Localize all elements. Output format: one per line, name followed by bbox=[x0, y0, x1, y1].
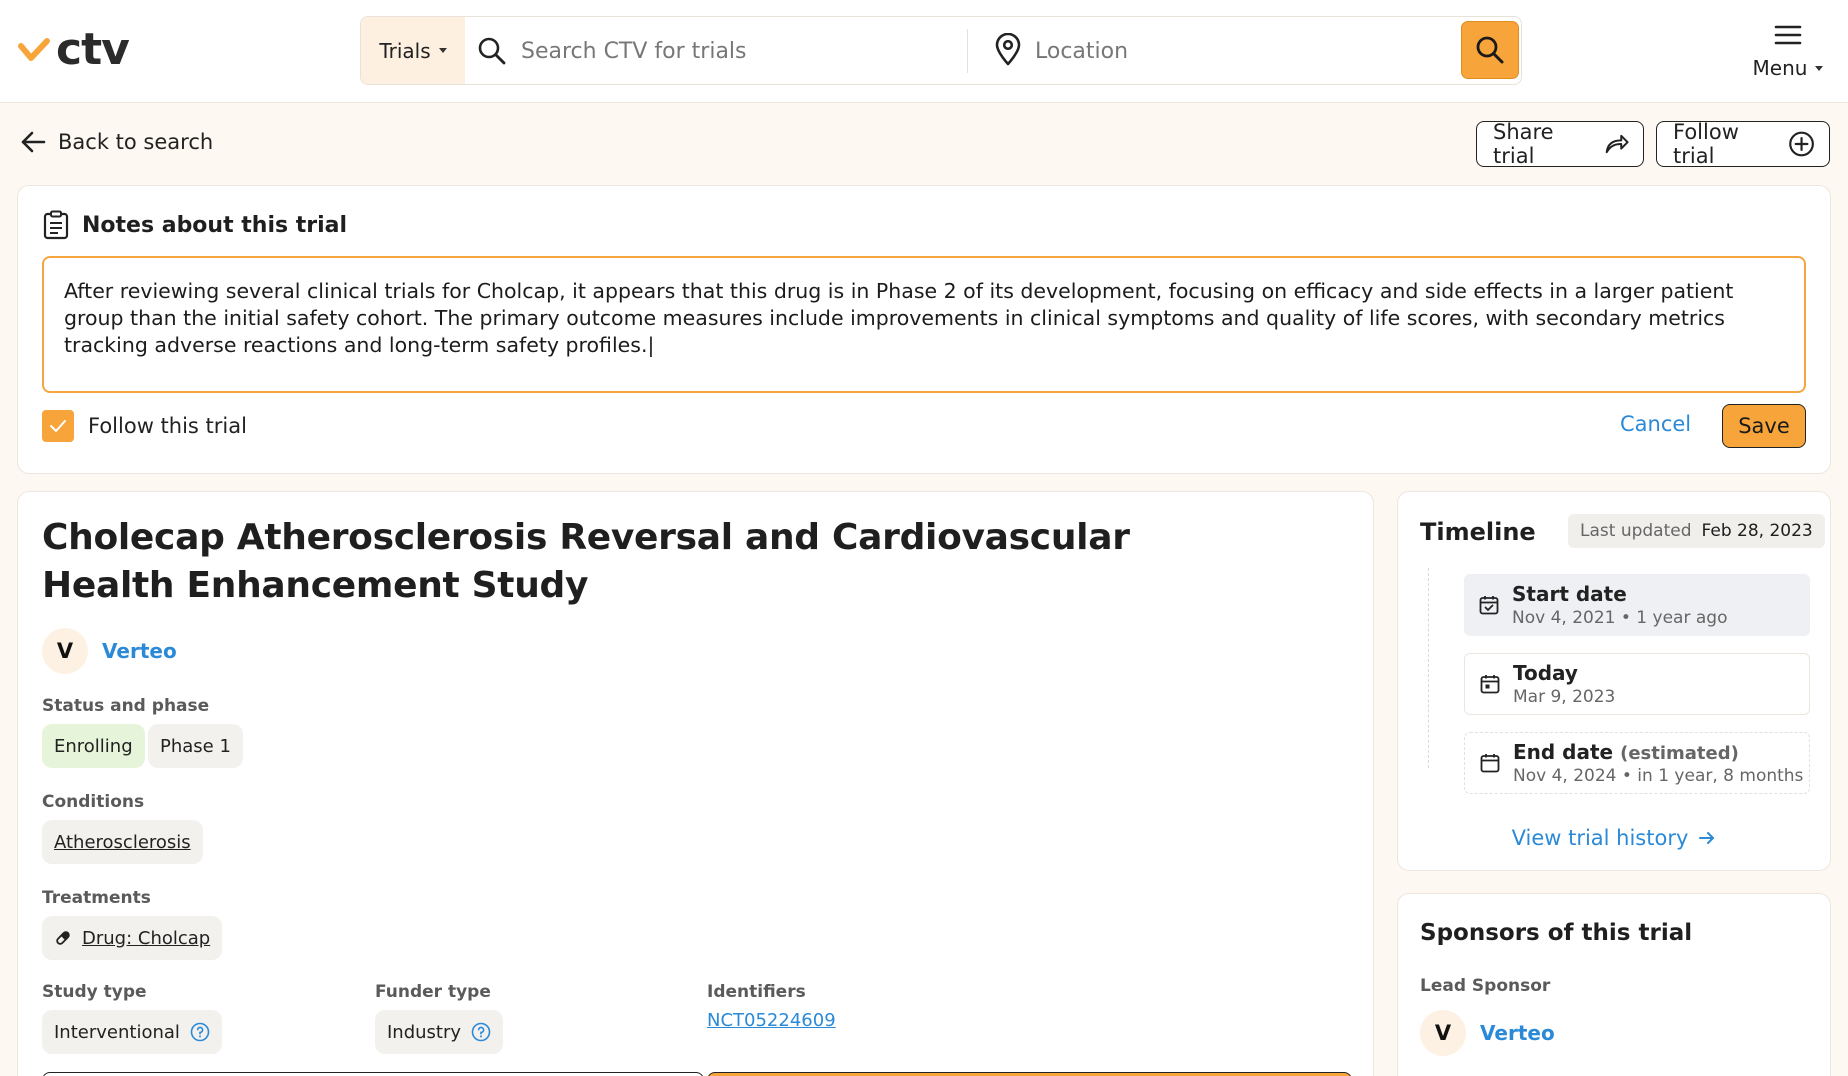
sponsor-link[interactable]: Verteo bbox=[1480, 1021, 1555, 1045]
location-pin-icon bbox=[993, 33, 1023, 67]
treatment-chip[interactable] bbox=[42, 916, 222, 960]
timeline-start bbox=[1464, 574, 1810, 636]
arrow-left-icon bbox=[20, 131, 46, 153]
help-circle-icon[interactable] bbox=[471, 1022, 491, 1042]
identifier-link[interactable]: NCT05224609 bbox=[707, 1010, 836, 1031]
last-updated-label: Last updated bbox=[1580, 521, 1692, 541]
today-value: Mar 9, 2023 bbox=[1513, 687, 1616, 707]
menu-label: Menu bbox=[1752, 56, 1808, 80]
sponsors-card bbox=[1397, 893, 1831, 1076]
timeline-line bbox=[1428, 568, 1429, 768]
identifiers-label: Identifiers bbox=[707, 982, 806, 1002]
last-updated-value: Feb 28, 2023 bbox=[1701, 521, 1813, 541]
follow-checkbox[interactable] bbox=[42, 410, 74, 442]
sponsors-title: Sponsors of this trial bbox=[1420, 920, 1693, 946]
treatment-link: Drug: Cholcap bbox=[82, 927, 211, 949]
org-link[interactable]: Verteo bbox=[102, 639, 177, 663]
share-trial-button[interactable] bbox=[1476, 121, 1644, 167]
share-label: Share trial bbox=[1493, 120, 1554, 168]
follow-label: Follow trial bbox=[1673, 120, 1739, 168]
timeline-end bbox=[1464, 732, 1810, 794]
search-bar bbox=[360, 16, 1522, 85]
calendar-check-icon bbox=[1478, 594, 1500, 616]
start-date-value: Nov 4, 2021 • 1 year ago bbox=[1512, 608, 1728, 628]
follow-checkbox-label: Follow this trial bbox=[88, 414, 247, 438]
start-date-label: Start date bbox=[1512, 582, 1627, 606]
pill-icon bbox=[54, 929, 72, 947]
view-history-label: View trial history bbox=[1511, 826, 1689, 850]
study-type-chip bbox=[42, 1010, 222, 1054]
trial-title: Cholecap Atherosclerosis Reversal and Cardiovascular Health Enhancement Study bbox=[42, 517, 1130, 606]
checkmark-icon bbox=[49, 418, 67, 434]
treatments-label: Treatments bbox=[42, 888, 151, 908]
plus-circle-icon bbox=[1788, 129, 1815, 159]
status-phase-label: Status and phase bbox=[42, 696, 210, 716]
timeline-card bbox=[1397, 491, 1831, 871]
view-history-link[interactable] bbox=[1398, 826, 1830, 850]
status-badge: Enrolling bbox=[42, 724, 145, 768]
phase-badge: Phase 1 bbox=[148, 724, 243, 768]
timeline-title: Timeline bbox=[1420, 518, 1536, 546]
calendar-today-icon bbox=[1479, 673, 1501, 695]
end-date-value: Nov 4, 2024 • in 1 year, 8 months bbox=[1513, 766, 1804, 786]
ctv-logo[interactable] bbox=[18, 24, 129, 75]
search-submit-button[interactable] bbox=[1461, 21, 1519, 79]
caret-down-icon bbox=[1815, 66, 1823, 71]
conditions-label: Conditions bbox=[42, 792, 145, 812]
hamburger-icon bbox=[1774, 24, 1802, 46]
search-type-label: Trials bbox=[379, 38, 431, 63]
search-input[interactable] bbox=[521, 31, 921, 71]
bottom-right-button[interactable] bbox=[707, 1072, 1352, 1076]
condition-link: Atherosclerosis bbox=[54, 831, 191, 853]
study-type-value: Interventional bbox=[54, 1021, 180, 1043]
save-button[interactable]: Save bbox=[1722, 404, 1806, 448]
sponsor-avatar: V bbox=[1420, 1010, 1466, 1056]
caret-down-icon bbox=[439, 48, 447, 53]
top-header bbox=[0, 0, 1848, 103]
menu-button[interactable] bbox=[1748, 24, 1828, 80]
search-icon bbox=[1475, 35, 1505, 65]
bottom-left-button[interactable] bbox=[42, 1072, 704, 1076]
last-updated-badge bbox=[1568, 514, 1825, 548]
funder-type-label: Funder type bbox=[375, 982, 491, 1002]
location-input[interactable] bbox=[1035, 31, 1375, 71]
help-circle-icon[interactable] bbox=[190, 1022, 210, 1042]
search-divider bbox=[967, 29, 968, 73]
follow-trial-button[interactable] bbox=[1656, 121, 1830, 167]
arrow-right-icon bbox=[1698, 830, 1716, 846]
notes-title: Notes about this trial bbox=[82, 212, 348, 238]
back-to-search-link[interactable] bbox=[20, 130, 213, 154]
back-label: Back to search bbox=[58, 130, 214, 154]
clipboard-icon bbox=[42, 210, 70, 240]
condition-chip[interactable] bbox=[42, 820, 203, 864]
funder-type-value: Industry bbox=[387, 1021, 462, 1043]
cancel-button[interactable]: Cancel bbox=[1620, 412, 1692, 436]
share-arrow-icon bbox=[1604, 132, 1629, 156]
end-date-label: End date bbox=[1513, 740, 1614, 764]
end-date-note: (estimated) bbox=[1620, 743, 1739, 764]
study-type-label: Study type bbox=[42, 982, 147, 1002]
search-type-select[interactable] bbox=[361, 17, 465, 84]
lead-sponsor-label: Lead Sponsor bbox=[1420, 976, 1551, 996]
calendar-icon bbox=[1479, 752, 1501, 774]
today-label: Today bbox=[1513, 661, 1578, 685]
logo-check-icon bbox=[18, 34, 50, 66]
search-icon bbox=[477, 36, 507, 66]
funder-type-chip bbox=[375, 1010, 503, 1054]
notes-card bbox=[17, 185, 1831, 474]
org-avatar: V bbox=[42, 628, 88, 674]
logo-text: ctv bbox=[56, 24, 129, 75]
trial-details-card bbox=[17, 491, 1374, 1076]
notes-textarea[interactable]: After reviewing several clinical trials for Cholcap, it appears that this drug is in Phase 2 of its development, focusing on efficacy and side effects in a larger patient group than the initial safety cohort. The primary outcome measures include improvements in clinical symptoms and quality of life scores, with secondary metrics tracking adverse reactions and long-term safety profiles.| bbox=[42, 256, 1806, 393]
timeline-today bbox=[1464, 653, 1810, 715]
